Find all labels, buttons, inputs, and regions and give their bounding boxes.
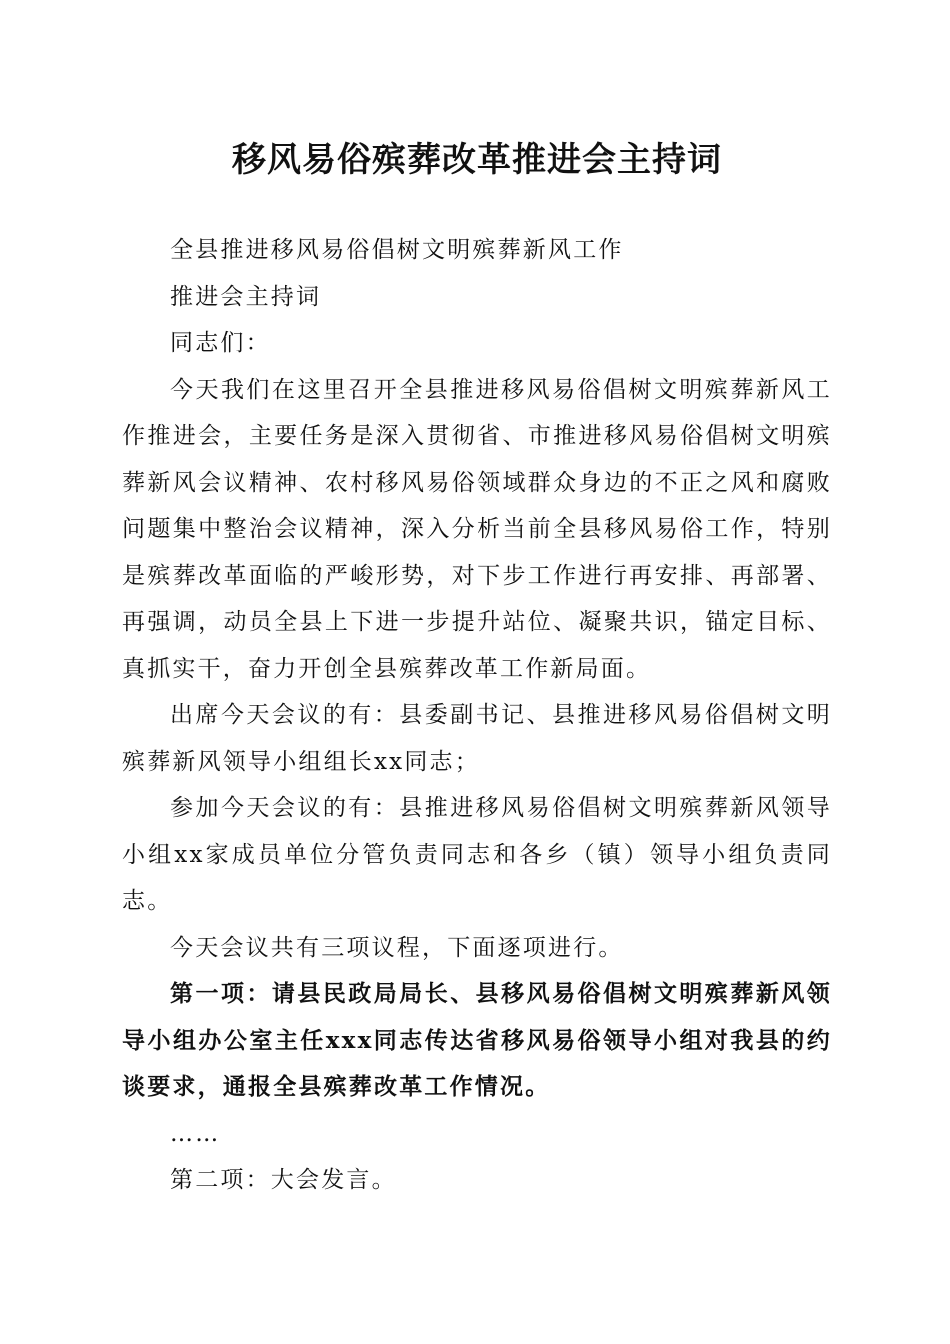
paragraph-agenda-intro: 今天会议共有三项议程，下面逐项进行。 — [170, 934, 624, 961]
paragraph-attendees: 参加今天会议的有：县推进移风易俗倡树文明殡葬新风领导小组xx家成员单位分管负责同志和各乡（镇）领导小组负责同志。 — [122, 795, 832, 914]
paragraph-purpose: 今天我们在这里召开全县推进移风易俗倡树文明殡葬新风工作推进会，主要任务是深入贯彻省、市推进移风易俗倡树文明殡葬新风会议精神、农村移风易俗领域群众身边的不正之风和腐败问题集中整治会议精神，深入分析当前全县移风易俗工作，特别是殡葬改革面临的严峻形势，对下步工作进行再安排、再部署、再强调，动员全县上下进一步提升站位、凝聚共识，锚定目标、真抓实干，奋力开创全县殡葬改革工作新局面。 — [122, 376, 832, 682]
agenda-item-1: 第一项：请县民政局局长、县移风易俗倡树文明殡葬新风领导小组办公室主任xxx同志传达省移风易俗领导小组对我县的约谈要求，通报全县殡葬改革工作情况。 — [122, 980, 832, 1100]
subtitle-line-2: 推进会主持词 — [170, 283, 322, 310]
document-body — [122, 227, 832, 1204]
ellipsis: …… — [170, 1120, 221, 1147]
subtitle-line-1: 全县推进移风易俗倡树文明殡葬新风工作 — [170, 237, 624, 263]
paragraph-attendees-chief: 出席今天会议的有：县委副书记、县推进移风易俗倡树文明殡葬新风领导小组组长xx同志； — [122, 702, 832, 775]
salutation: 同志们： — [170, 330, 271, 356]
agenda-item-2: 第二项：大会发言。 — [170, 1167, 397, 1193]
document-title: 移风易俗殡葬改革推进会主持词 — [232, 140, 722, 180]
